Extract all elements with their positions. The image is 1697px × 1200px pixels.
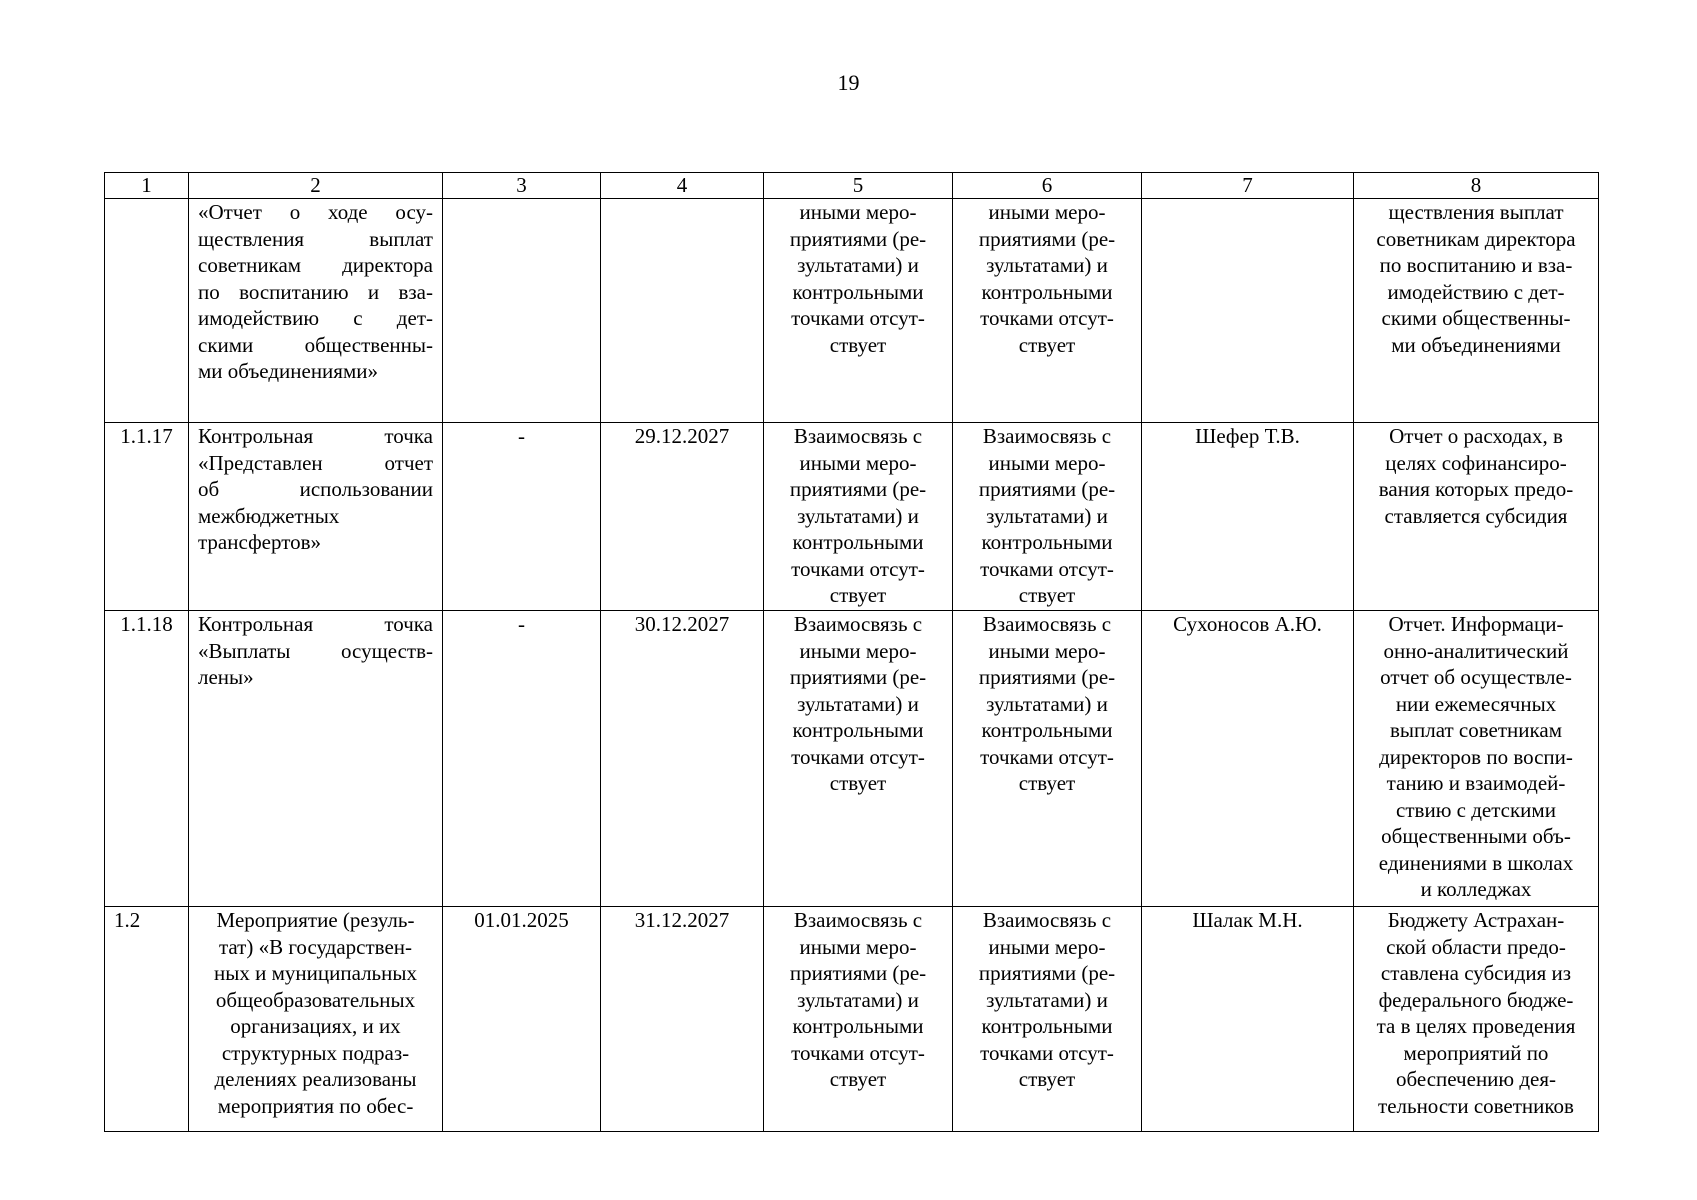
- cell-line: об использовании: [198, 477, 433, 501]
- end-date-cell: 29.12.2027: [601, 423, 764, 611]
- cell-line: Мероприятие (резуль-: [216, 908, 415, 932]
- cell-line: ми объединениями»: [198, 359, 378, 383]
- cell-line: приятиями (ре-: [978, 665, 1116, 689]
- cell-line: лены»: [198, 665, 254, 689]
- successor-cell: [953, 611, 1142, 907]
- cell-line: Контрольная точка: [198, 424, 433, 448]
- cell-line: точками отсут-: [980, 1040, 1114, 1065]
- cell-line: межбюджетных: [198, 503, 340, 528]
- column-number: 6: [953, 173, 1142, 199]
- cell-line: вания которых предо-: [1378, 477, 1574, 501]
- plan-table: [104, 172, 1599, 1132]
- cell-line: мероприятий по: [1403, 1040, 1549, 1065]
- cell-line: нии ежемесячных: [1395, 691, 1557, 716]
- cell-line: ществления выплат: [1388, 200, 1564, 224]
- column-number: 7: [1142, 173, 1354, 199]
- cell-line: Взаимосвязь с: [793, 612, 923, 636]
- cell-line: ствует: [1018, 332, 1076, 357]
- end-date-cell: 30.12.2027: [601, 611, 764, 907]
- cell-line: иными меро-: [988, 450, 1106, 475]
- column-number: 5: [764, 173, 953, 199]
- cell-line: зультатами) и: [986, 987, 1108, 1012]
- cell-line: контрольными: [792, 279, 924, 304]
- cell-line: имодействию с дет-: [1387, 279, 1565, 304]
- cell-line: скими общественны-: [1381, 306, 1571, 330]
- cell-line: иными меро-: [988, 200, 1106, 224]
- table-row: [105, 423, 1599, 611]
- cell-line: зультатами) и: [986, 691, 1108, 716]
- column-number: 3: [443, 173, 601, 199]
- cell-line: приятиями (ре-: [789, 961, 927, 985]
- cell-line: приятиями (ре-: [978, 226, 1116, 251]
- cell-line: точками отсут-: [791, 744, 925, 769]
- cell-line: ствует: [829, 1067, 887, 1091]
- cell-line: онно-аналитический: [1383, 638, 1569, 663]
- page-number: 19: [837, 70, 860, 95]
- cell-line: контрольными: [792, 1014, 924, 1038]
- cell-line: общеобразовательных: [215, 987, 416, 1012]
- cell-line: федерального бюдже-: [1378, 987, 1574, 1012]
- responsible-cell: Сухоносов А.Ю.: [1142, 611, 1354, 907]
- successor-cell: [953, 907, 1142, 1132]
- cell-line: зультатами) и: [797, 691, 919, 716]
- cell-line: «Отчет о ходе осу-: [198, 200, 433, 224]
- cell-line: контрольными: [981, 718, 1113, 742]
- result-cell: [1354, 423, 1599, 611]
- start-date-cell: 01.01.2025: [443, 907, 601, 1132]
- cell-line: зультатами) и: [797, 253, 919, 277]
- cell-line: Отчет о расходах, в: [1389, 424, 1563, 448]
- column-number: 1: [105, 173, 189, 199]
- cell-line: и колледжах: [1420, 877, 1532, 901]
- responsible-cell: Шалак М.Н.: [1142, 907, 1354, 1132]
- row-number-cell: 1.2: [105, 907, 189, 1132]
- cell-line: приятиями (ре-: [978, 477, 1116, 501]
- cell-line: структурных подраз-: [221, 1040, 410, 1065]
- result-cell: [1354, 611, 1599, 907]
- cell-line: приятиями (ре-: [789, 477, 927, 501]
- table-row: [105, 611, 1599, 907]
- cell-line: контрольными: [792, 718, 924, 742]
- cell-line: общественными объ-: [1381, 824, 1571, 848]
- row-number-cell: 1.1.18: [105, 611, 189, 907]
- cell-line: ствует: [1018, 583, 1076, 607]
- column-number: 8: [1354, 173, 1599, 199]
- cell-line: ных и муниципальных: [214, 961, 417, 985]
- successor-cell: [953, 199, 1142, 423]
- cell-line: Взаимосвязь с: [982, 612, 1112, 636]
- cell-line: выплат советникам: [1389, 718, 1563, 742]
- event-name-cell: [189, 199, 443, 423]
- cell-line: Взаимосвязь с: [982, 424, 1112, 448]
- cell-line: целях софинансиро-: [1385, 450, 1567, 475]
- cell-line: директоров по воспи-: [1379, 744, 1573, 769]
- cell-line: контрольными: [981, 1014, 1113, 1038]
- result-cell: [1354, 199, 1599, 423]
- column-number: 4: [601, 173, 764, 199]
- cell-line: ской области предо-: [1386, 934, 1566, 959]
- cell-line: та в целях проведения: [1376, 1014, 1576, 1038]
- row-number-cell: 1.1.17: [105, 423, 189, 611]
- cell-line: Контрольная точка: [198, 612, 433, 636]
- cell-line: ствует: [829, 771, 887, 795]
- cell-line: ществления выплат: [198, 226, 433, 251]
- cell-line: ми объединениями: [1391, 332, 1561, 357]
- cell-line: зультатами) и: [986, 503, 1108, 528]
- cell-line: контрольными: [792, 530, 924, 554]
- cell-line: по воспитанию и вза-: [1379, 253, 1573, 277]
- cell-line: приятиями (ре-: [978, 961, 1116, 985]
- cell-line: тельности советников: [1378, 1093, 1574, 1118]
- cell-line: иными меро-: [799, 450, 917, 475]
- cell-line: организациях, и их: [230, 1014, 401, 1038]
- cell-line: тат) «В государствен-: [218, 934, 413, 959]
- cell-line: иными меро-: [799, 934, 917, 959]
- cell-line: точками отсут-: [980, 306, 1114, 330]
- cell-line: Взаимосвязь с: [982, 908, 1112, 932]
- cell-line: контрольными: [981, 530, 1113, 554]
- cell-line: иными меро-: [799, 200, 917, 224]
- start-date-cell: -: [443, 423, 601, 611]
- cell-line: точками отсут-: [791, 306, 925, 330]
- predecessor-cell: [764, 907, 953, 1132]
- cell-line: точками отсут-: [791, 1040, 925, 1065]
- successor-cell: [953, 423, 1142, 611]
- cell-line: советникам директора: [1376, 226, 1576, 251]
- end-date-cell: 31.12.2027: [601, 907, 764, 1132]
- table-row: [105, 199, 1599, 423]
- start-date-cell: [443, 199, 601, 423]
- event-name-cell: [189, 907, 443, 1132]
- cell-line: зультатами) и: [797, 987, 919, 1012]
- cell-line: ставлена субсидия из: [1380, 961, 1572, 985]
- cell-line: «Выплаты осуществ-: [198, 638, 433, 663]
- end-date-cell: [601, 199, 764, 423]
- predecessor-cell: [764, 199, 953, 423]
- cell-line: Взаимосвязь с: [793, 908, 923, 932]
- cell-line: единениями в школах: [1378, 850, 1574, 875]
- start-date-cell: -: [443, 611, 601, 907]
- predecessor-cell: [764, 423, 953, 611]
- table-row: [105, 907, 1599, 1132]
- cell-line: скими общественны-: [198, 332, 433, 357]
- event-name-cell: [189, 423, 443, 611]
- cell-line: по воспитанию и вза-: [198, 279, 433, 304]
- cell-line: иными меро-: [988, 934, 1106, 959]
- cell-line: «Представлен отчет: [198, 450, 433, 475]
- cell-line: Отчет. Информаци-: [1388, 612, 1564, 636]
- cell-line: имодействию с дет-: [198, 306, 433, 330]
- cell-line: отчет об осуществле-: [1380, 665, 1572, 689]
- cell-line: ставляется субсидия: [1384, 503, 1568, 528]
- row-number-cell: [105, 199, 189, 423]
- cell-line: иными меро-: [799, 638, 917, 663]
- cell-line: ствует: [829, 583, 887, 607]
- cell-line: ствует: [1018, 1067, 1076, 1091]
- cell-line: точками отсут-: [980, 556, 1114, 581]
- cell-line: делениях реализованы: [214, 1067, 417, 1091]
- cell-line: приятиями (ре-: [789, 665, 927, 689]
- cell-line: ствию с детскими: [1396, 797, 1556, 822]
- cell-line: зультатами) и: [797, 503, 919, 528]
- cell-line: контрольными: [981, 279, 1113, 304]
- cell-line: зультатами) и: [986, 253, 1108, 277]
- cell-line: мероприятия по обес-: [217, 1093, 414, 1118]
- cell-line: танию и взаимодей-: [1386, 771, 1566, 795]
- cell-line: Взаимосвязь с: [793, 424, 923, 448]
- cell-line: Бюджету Астрахан-: [1387, 908, 1565, 932]
- cell-line: трансфертов»: [198, 530, 322, 554]
- cell-line: ствует: [829, 332, 887, 357]
- column-number-row: [105, 173, 1599, 199]
- cell-line: советникам директора: [198, 253, 433, 277]
- cell-line: точками отсут-: [980, 744, 1114, 769]
- predecessor-cell: [764, 611, 953, 907]
- cell-line: точками отсут-: [791, 556, 925, 581]
- cell-line: обеспечению дея-: [1395, 1067, 1557, 1091]
- cell-line: иными меро-: [988, 638, 1106, 663]
- column-number: 2: [189, 173, 443, 199]
- result-cell: [1354, 907, 1599, 1132]
- cell-line: приятиями (ре-: [789, 226, 927, 251]
- responsible-cell: Шефер Т.В.: [1142, 423, 1354, 611]
- responsible-cell: [1142, 199, 1354, 423]
- cell-line: ствует: [1018, 771, 1076, 795]
- event-name-cell: [189, 611, 443, 907]
